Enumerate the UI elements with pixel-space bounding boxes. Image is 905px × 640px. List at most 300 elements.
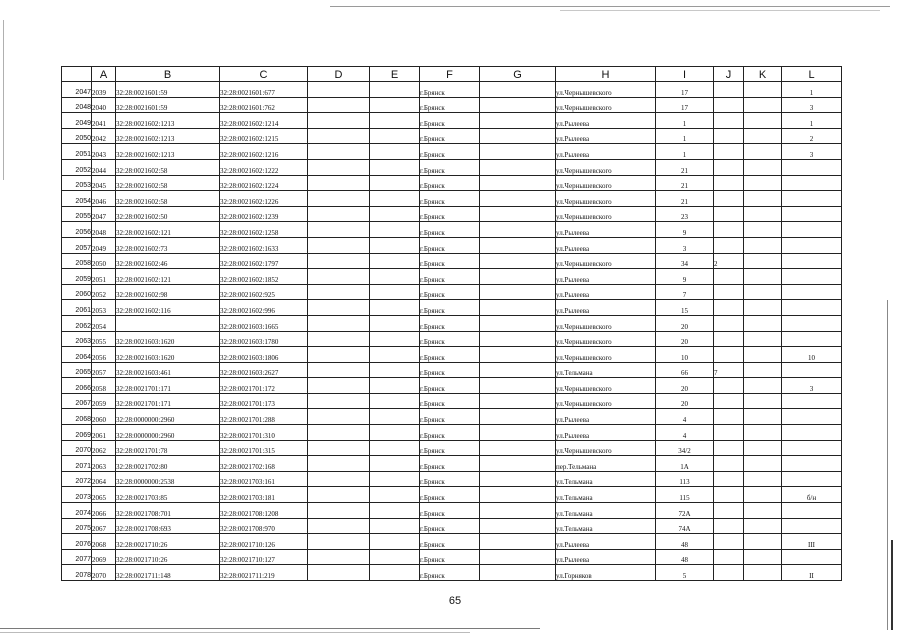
cell-c[interactable]: 32:28:0021602:1215: [220, 128, 308, 144]
cell-e[interactable]: [370, 471, 420, 487]
cell-i[interactable]: 1: [656, 128, 714, 144]
cell-f[interactable]: г.Брянск: [420, 331, 480, 347]
column-header-a[interactable]: A: [92, 67, 116, 82]
cell-d[interactable]: [308, 487, 370, 503]
cell-e[interactable]: [370, 425, 420, 441]
column-header-b[interactable]: B: [116, 67, 220, 82]
cell-e[interactable]: [370, 237, 420, 253]
cell-b[interactable]: 32:28:0021710:26: [116, 549, 220, 565]
cell-b[interactable]: 32:28:0021602:58: [116, 191, 220, 207]
column-header-k[interactable]: K: [744, 67, 782, 82]
cell-g[interactable]: [480, 300, 556, 316]
cell-c[interactable]: 32:28:0021602:1852: [220, 269, 308, 285]
cell-a[interactable]: 2041: [92, 113, 116, 129]
cell-j[interactable]: [714, 97, 744, 113]
cell-j[interactable]: [714, 471, 744, 487]
cell-e[interactable]: [370, 534, 420, 550]
cell-g[interactable]: [480, 222, 556, 238]
cell-h[interactable]: ул.Рылеева: [556, 534, 656, 550]
cell-l[interactable]: [782, 284, 842, 300]
cell-i[interactable]: 34/2: [656, 440, 714, 456]
cell-k[interactable]: [744, 222, 782, 238]
cell-g[interactable]: [480, 456, 556, 472]
cell-f[interactable]: г.Брянск: [420, 534, 480, 550]
cell-e[interactable]: [370, 284, 420, 300]
cell-i[interactable]: 48: [656, 549, 714, 565]
cell-g[interactable]: [480, 518, 556, 534]
cell-c[interactable]: 32:28:0021602:1633: [220, 237, 308, 253]
cell-a[interactable]: 2047: [92, 206, 116, 222]
cell-d[interactable]: [308, 393, 370, 409]
cell-a[interactable]: 2062: [92, 440, 116, 456]
row-number[interactable]: 2071: [62, 456, 92, 472]
cell-f[interactable]: г.Брянск: [420, 503, 480, 519]
cell-c[interactable]: 32:28:0021603:1806: [220, 347, 308, 363]
cell-b[interactable]: 32:28:0021601:59: [116, 82, 220, 98]
cell-g[interactable]: [480, 113, 556, 129]
cell-d[interactable]: [308, 503, 370, 519]
cell-b[interactable]: 32:28:0021602:1213: [116, 144, 220, 160]
cell-j[interactable]: [714, 378, 744, 394]
cell-b[interactable]: 32:28:0021711:148: [116, 565, 220, 581]
cell-g[interactable]: [480, 440, 556, 456]
cell-l[interactable]: [782, 409, 842, 425]
cell-d[interactable]: [308, 347, 370, 363]
cell-l[interactable]: 1: [782, 82, 842, 98]
cell-e[interactable]: [370, 487, 420, 503]
row-number[interactable]: 2052: [62, 159, 92, 175]
cell-j[interactable]: [714, 347, 744, 363]
row-number[interactable]: 2068: [62, 409, 92, 425]
cell-g[interactable]: [480, 565, 556, 581]
cell-d[interactable]: [308, 284, 370, 300]
cell-k[interactable]: [744, 175, 782, 191]
cell-a[interactable]: 2066: [92, 503, 116, 519]
cell-h[interactable]: ул.Рылеева: [556, 128, 656, 144]
cell-k[interactable]: [744, 534, 782, 550]
cell-i[interactable]: 72А: [656, 503, 714, 519]
cell-c[interactable]: 32:28:0021602:1797: [220, 253, 308, 269]
cell-i[interactable]: 10: [656, 347, 714, 363]
row-number[interactable]: 2055: [62, 206, 92, 222]
cell-l[interactable]: [782, 518, 842, 534]
cell-j[interactable]: 2: [714, 253, 744, 269]
cell-i[interactable]: 9: [656, 269, 714, 285]
row-number[interactable]: 2065: [62, 362, 92, 378]
cell-j[interactable]: 7: [714, 362, 744, 378]
cell-a[interactable]: 2040: [92, 97, 116, 113]
cell-a[interactable]: 2049: [92, 237, 116, 253]
cell-f[interactable]: г.Брянск: [420, 128, 480, 144]
row-number[interactable]: 2070: [62, 440, 92, 456]
cell-g[interactable]: [480, 284, 556, 300]
cell-h[interactable]: пер.Тельмана: [556, 456, 656, 472]
cell-g[interactable]: [480, 144, 556, 160]
cell-e[interactable]: [370, 300, 420, 316]
cell-h[interactable]: ул.Тельмана: [556, 503, 656, 519]
cell-a[interactable]: 2068: [92, 534, 116, 550]
cell-i[interactable]: 4: [656, 409, 714, 425]
cell-h[interactable]: ул.Горняков: [556, 565, 656, 581]
cell-f[interactable]: г.Брянск: [420, 347, 480, 363]
cell-k[interactable]: [744, 393, 782, 409]
cell-h[interactable]: ул.Чернышевского: [556, 82, 656, 98]
column-header-j[interactable]: J: [714, 67, 744, 82]
cell-i[interactable]: 4: [656, 425, 714, 441]
cell-h[interactable]: ул.Рылеева: [556, 144, 656, 160]
cell-g[interactable]: [480, 128, 556, 144]
cell-d[interactable]: [308, 362, 370, 378]
cell-f[interactable]: г.Брянск: [420, 565, 480, 581]
cell-i[interactable]: 115: [656, 487, 714, 503]
cell-a[interactable]: 2061: [92, 425, 116, 441]
cell-d[interactable]: [308, 191, 370, 207]
cell-f[interactable]: г.Брянск: [420, 487, 480, 503]
cell-a[interactable]: 2067: [92, 518, 116, 534]
cell-e[interactable]: [370, 206, 420, 222]
cell-e[interactable]: [370, 440, 420, 456]
cell-c[interactable]: 32:28:0021701:315: [220, 440, 308, 456]
cell-l[interactable]: [782, 206, 842, 222]
cell-e[interactable]: [370, 549, 420, 565]
cell-e[interactable]: [370, 347, 420, 363]
cell-e[interactable]: [370, 191, 420, 207]
cell-j[interactable]: [714, 440, 744, 456]
cell-f[interactable]: г.Брянск: [420, 425, 480, 441]
cell-b[interactable]: 32:28:0021603:461: [116, 362, 220, 378]
cell-a[interactable]: 2054: [92, 315, 116, 331]
cell-d[interactable]: [308, 378, 370, 394]
row-number[interactable]: 2056: [62, 222, 92, 238]
cell-c[interactable]: 32:28:0021701:173: [220, 393, 308, 409]
cell-g[interactable]: [480, 191, 556, 207]
cell-e[interactable]: [370, 144, 420, 160]
cell-f[interactable]: г.Брянск: [420, 471, 480, 487]
cell-f[interactable]: г.Брянск: [420, 175, 480, 191]
cell-b[interactable]: 32:28:0021602:116: [116, 300, 220, 316]
cell-l[interactable]: [782, 440, 842, 456]
cell-k[interactable]: [744, 284, 782, 300]
cell-j[interactable]: [714, 456, 744, 472]
cell-k[interactable]: [744, 440, 782, 456]
cell-h[interactable]: ул.Чернышевского: [556, 347, 656, 363]
cell-f[interactable]: г.Брянск: [420, 300, 480, 316]
cell-b[interactable]: 32:28:0000000:2538: [116, 471, 220, 487]
cell-f[interactable]: г.Брянск: [420, 518, 480, 534]
cell-f[interactable]: г.Брянск: [420, 82, 480, 98]
row-number[interactable]: 2060: [62, 284, 92, 300]
row-number[interactable]: 2051: [62, 144, 92, 160]
cell-i[interactable]: 1А: [656, 456, 714, 472]
corner-header[interactable]: [62, 67, 92, 82]
cell-i[interactable]: 3: [656, 237, 714, 253]
cell-g[interactable]: [480, 347, 556, 363]
cell-i[interactable]: 74А: [656, 518, 714, 534]
cell-e[interactable]: [370, 113, 420, 129]
cell-i[interactable]: 1: [656, 144, 714, 160]
cell-e[interactable]: [370, 362, 420, 378]
cell-c[interactable]: 32:28:0021603:1780: [220, 331, 308, 347]
cell-h[interactable]: ул.Рылеева: [556, 222, 656, 238]
cell-f[interactable]: г.Брянск: [420, 206, 480, 222]
cell-k[interactable]: [744, 315, 782, 331]
cell-j[interactable]: [714, 425, 744, 441]
cell-h[interactable]: ул.Чернышевского: [556, 440, 656, 456]
cell-h[interactable]: ул.Рылеева: [556, 113, 656, 129]
cell-b[interactable]: 32:28:0000000:2960: [116, 409, 220, 425]
cell-f[interactable]: г.Брянск: [420, 409, 480, 425]
cell-j[interactable]: [714, 237, 744, 253]
cell-c[interactable]: 32:28:0021601:762: [220, 97, 308, 113]
cell-h[interactable]: ул.Чернышевского: [556, 378, 656, 394]
cell-i[interactable]: 21: [656, 159, 714, 175]
cell-g[interactable]: [480, 82, 556, 98]
cell-f[interactable]: г.Брянск: [420, 144, 480, 160]
cell-g[interactable]: [480, 503, 556, 519]
column-header-l[interactable]: L: [782, 67, 842, 82]
cell-l[interactable]: 1: [782, 113, 842, 129]
cell-e[interactable]: [370, 565, 420, 581]
row-number[interactable]: 2075: [62, 518, 92, 534]
cell-i[interactable]: 23: [656, 206, 714, 222]
cell-l[interactable]: 2: [782, 128, 842, 144]
cell-g[interactable]: [480, 315, 556, 331]
cell-a[interactable]: 2055: [92, 331, 116, 347]
cell-d[interactable]: [308, 82, 370, 98]
cell-i[interactable]: 21: [656, 175, 714, 191]
row-number[interactable]: 2066: [62, 378, 92, 394]
cell-d[interactable]: [308, 144, 370, 160]
cell-d[interactable]: [308, 440, 370, 456]
row-number[interactable]: 2047: [62, 82, 92, 98]
cell-l[interactable]: 3: [782, 378, 842, 394]
cell-h[interactable]: ул.Рылеева: [556, 237, 656, 253]
row-number[interactable]: 2057: [62, 237, 92, 253]
cell-h[interactable]: ул.Чернышевского: [556, 393, 656, 409]
cell-a[interactable]: 2060: [92, 409, 116, 425]
cell-a[interactable]: 2065: [92, 487, 116, 503]
cell-f[interactable]: г.Брянск: [420, 113, 480, 129]
cell-g[interactable]: [480, 378, 556, 394]
cell-d[interactable]: [308, 222, 370, 238]
cell-c[interactable]: 32:28:0021703:181: [220, 487, 308, 503]
cell-e[interactable]: [370, 378, 420, 394]
cell-g[interactable]: [480, 549, 556, 565]
cell-b[interactable]: 32:28:0000000:2960: [116, 425, 220, 441]
cell-d[interactable]: [308, 113, 370, 129]
cell-l[interactable]: [782, 159, 842, 175]
cell-j[interactable]: [714, 82, 744, 98]
cell-f[interactable]: г.Брянск: [420, 269, 480, 285]
cell-g[interactable]: [480, 206, 556, 222]
cell-d[interactable]: [308, 518, 370, 534]
cell-b[interactable]: 32:28:0021602:121: [116, 269, 220, 285]
row-number[interactable]: 2059: [62, 269, 92, 285]
cell-j[interactable]: [714, 128, 744, 144]
cell-a[interactable]: 2069: [92, 549, 116, 565]
row-number[interactable]: 2064: [62, 347, 92, 363]
cell-b[interactable]: 32:28:0021602:121: [116, 222, 220, 238]
cell-b[interactable]: 32:28:0021602:50: [116, 206, 220, 222]
cell-j[interactable]: [714, 315, 744, 331]
cell-b[interactable]: 32:28:0021703:85: [116, 487, 220, 503]
cell-d[interactable]: [308, 175, 370, 191]
cell-l[interactable]: [782, 300, 842, 316]
cell-k[interactable]: [744, 159, 782, 175]
cell-f[interactable]: г.Брянск: [420, 222, 480, 238]
cell-a[interactable]: 2052: [92, 284, 116, 300]
cell-l[interactable]: [782, 237, 842, 253]
cell-f[interactable]: г.Брянск: [420, 237, 480, 253]
cell-d[interactable]: [308, 471, 370, 487]
cell-f[interactable]: г.Брянск: [420, 456, 480, 472]
cell-h[interactable]: ул.Чернышевского: [556, 206, 656, 222]
cell-b[interactable]: 32:28:0021701:78: [116, 440, 220, 456]
cell-h[interactable]: ул.Чернышевского: [556, 331, 656, 347]
cell-g[interactable]: [480, 237, 556, 253]
cell-j[interactable]: [714, 284, 744, 300]
cell-l[interactable]: [782, 315, 842, 331]
cell-d[interactable]: [308, 549, 370, 565]
cell-c[interactable]: 32:28:0021710:127: [220, 549, 308, 565]
cell-a[interactable]: 2057: [92, 362, 116, 378]
cell-k[interactable]: [744, 206, 782, 222]
cell-i[interactable]: 20: [656, 393, 714, 409]
cell-k[interactable]: [744, 456, 782, 472]
cell-l[interactable]: [782, 471, 842, 487]
cell-g[interactable]: [480, 409, 556, 425]
cell-g[interactable]: [480, 362, 556, 378]
cell-k[interactable]: [744, 269, 782, 285]
cell-l[interactable]: [782, 253, 842, 269]
cell-c[interactable]: 32:28:0021602:1222: [220, 159, 308, 175]
cell-c[interactable]: 32:28:0021602:1224: [220, 175, 308, 191]
cell-a[interactable]: 2042: [92, 128, 116, 144]
cell-l[interactable]: III: [782, 534, 842, 550]
row-number[interactable]: 2054: [62, 191, 92, 207]
cell-k[interactable]: [744, 347, 782, 363]
column-header-c[interactable]: C: [220, 67, 308, 82]
cell-e[interactable]: [370, 456, 420, 472]
cell-c[interactable]: 32:28:0021703:161: [220, 471, 308, 487]
cell-b[interactable]: 32:28:0021601:59: [116, 97, 220, 113]
cell-a[interactable]: 2064: [92, 471, 116, 487]
cell-d[interactable]: [308, 206, 370, 222]
cell-a[interactable]: 2063: [92, 456, 116, 472]
cell-h[interactable]: ул.Чернышевского: [556, 175, 656, 191]
cell-k[interactable]: [744, 331, 782, 347]
cell-k[interactable]: [744, 113, 782, 129]
cell-j[interactable]: [714, 503, 744, 519]
row-number[interactable]: 2049: [62, 113, 92, 129]
cell-b[interactable]: 32:28:0021710:26: [116, 534, 220, 550]
cell-l[interactable]: [782, 175, 842, 191]
cell-b[interactable]: 32:28:0021602:1213: [116, 128, 220, 144]
cell-a[interactable]: 2058: [92, 378, 116, 394]
cell-i[interactable]: 113: [656, 471, 714, 487]
cell-h[interactable]: ул.Чернышевского: [556, 97, 656, 113]
cell-k[interactable]: [744, 549, 782, 565]
cell-h[interactable]: ул.Рылеева: [556, 284, 656, 300]
cell-a[interactable]: 2056: [92, 347, 116, 363]
cell-d[interactable]: [308, 534, 370, 550]
cell-l[interactable]: 10: [782, 347, 842, 363]
cell-d[interactable]: [308, 269, 370, 285]
cell-d[interactable]: [308, 300, 370, 316]
cell-c[interactable]: 32:28:0021710:126: [220, 534, 308, 550]
cell-b[interactable]: [116, 315, 220, 331]
cell-e[interactable]: [370, 518, 420, 534]
cell-d[interactable]: [308, 409, 370, 425]
cell-g[interactable]: [480, 393, 556, 409]
cell-b[interactable]: 32:28:0021602:1213: [116, 113, 220, 129]
cell-a[interactable]: 2045: [92, 175, 116, 191]
row-number[interactable]: 2062: [62, 315, 92, 331]
cell-l[interactable]: [782, 191, 842, 207]
cell-l[interactable]: [782, 222, 842, 238]
cell-b[interactable]: 32:28:0021602:58: [116, 175, 220, 191]
row-number[interactable]: 2077: [62, 549, 92, 565]
cell-k[interactable]: [744, 487, 782, 503]
cell-e[interactable]: [370, 175, 420, 191]
cell-k[interactable]: [744, 503, 782, 519]
cell-a[interactable]: 2050: [92, 253, 116, 269]
cell-l[interactable]: [782, 331, 842, 347]
cell-c[interactable]: 32:28:0021602:1258: [220, 222, 308, 238]
cell-c[interactable]: 32:28:0021602:1239: [220, 206, 308, 222]
cell-j[interactable]: [714, 175, 744, 191]
cell-i[interactable]: 34: [656, 253, 714, 269]
row-number[interactable]: 2069: [62, 425, 92, 441]
column-header-e[interactable]: E: [370, 67, 420, 82]
cell-g[interactable]: [480, 425, 556, 441]
cell-l[interactable]: [782, 425, 842, 441]
cell-g[interactable]: [480, 534, 556, 550]
cell-b[interactable]: 32:28:0021701:171: [116, 378, 220, 394]
cell-a[interactable]: 2046: [92, 191, 116, 207]
row-number[interactable]: 2076: [62, 534, 92, 550]
cell-f[interactable]: г.Брянск: [420, 315, 480, 331]
cell-b[interactable]: 32:28:0021702:80: [116, 456, 220, 472]
cell-b[interactable]: 32:28:0021602:58: [116, 159, 220, 175]
cell-i[interactable]: 20: [656, 331, 714, 347]
cell-f[interactable]: г.Брянск: [420, 284, 480, 300]
cell-d[interactable]: [308, 565, 370, 581]
cell-e[interactable]: [370, 159, 420, 175]
cell-k[interactable]: [744, 565, 782, 581]
cell-a[interactable]: 2044: [92, 159, 116, 175]
cell-j[interactable]: [714, 113, 744, 129]
cell-i[interactable]: 9: [656, 222, 714, 238]
cell-g[interactable]: [480, 159, 556, 175]
cell-k[interactable]: [744, 237, 782, 253]
cell-k[interactable]: [744, 362, 782, 378]
cell-f[interactable]: г.Брянск: [420, 549, 480, 565]
cell-k[interactable]: [744, 191, 782, 207]
cell-f[interactable]: г.Брянск: [420, 378, 480, 394]
cell-c[interactable]: 32:28:0021602:1216: [220, 144, 308, 160]
row-number[interactable]: 2050: [62, 128, 92, 144]
cell-h[interactable]: ул.Чернышевского: [556, 191, 656, 207]
cell-i[interactable]: 66: [656, 362, 714, 378]
cell-h[interactable]: ул.Тельмана: [556, 487, 656, 503]
cell-b[interactable]: 32:28:0021603:1620: [116, 331, 220, 347]
cell-c[interactable]: 32:28:0021603:1665: [220, 315, 308, 331]
cell-j[interactable]: [714, 206, 744, 222]
cell-c[interactable]: 32:28:0021702:168: [220, 456, 308, 472]
cell-f[interactable]: г.Брянск: [420, 362, 480, 378]
cell-l[interactable]: б/н: [782, 487, 842, 503]
